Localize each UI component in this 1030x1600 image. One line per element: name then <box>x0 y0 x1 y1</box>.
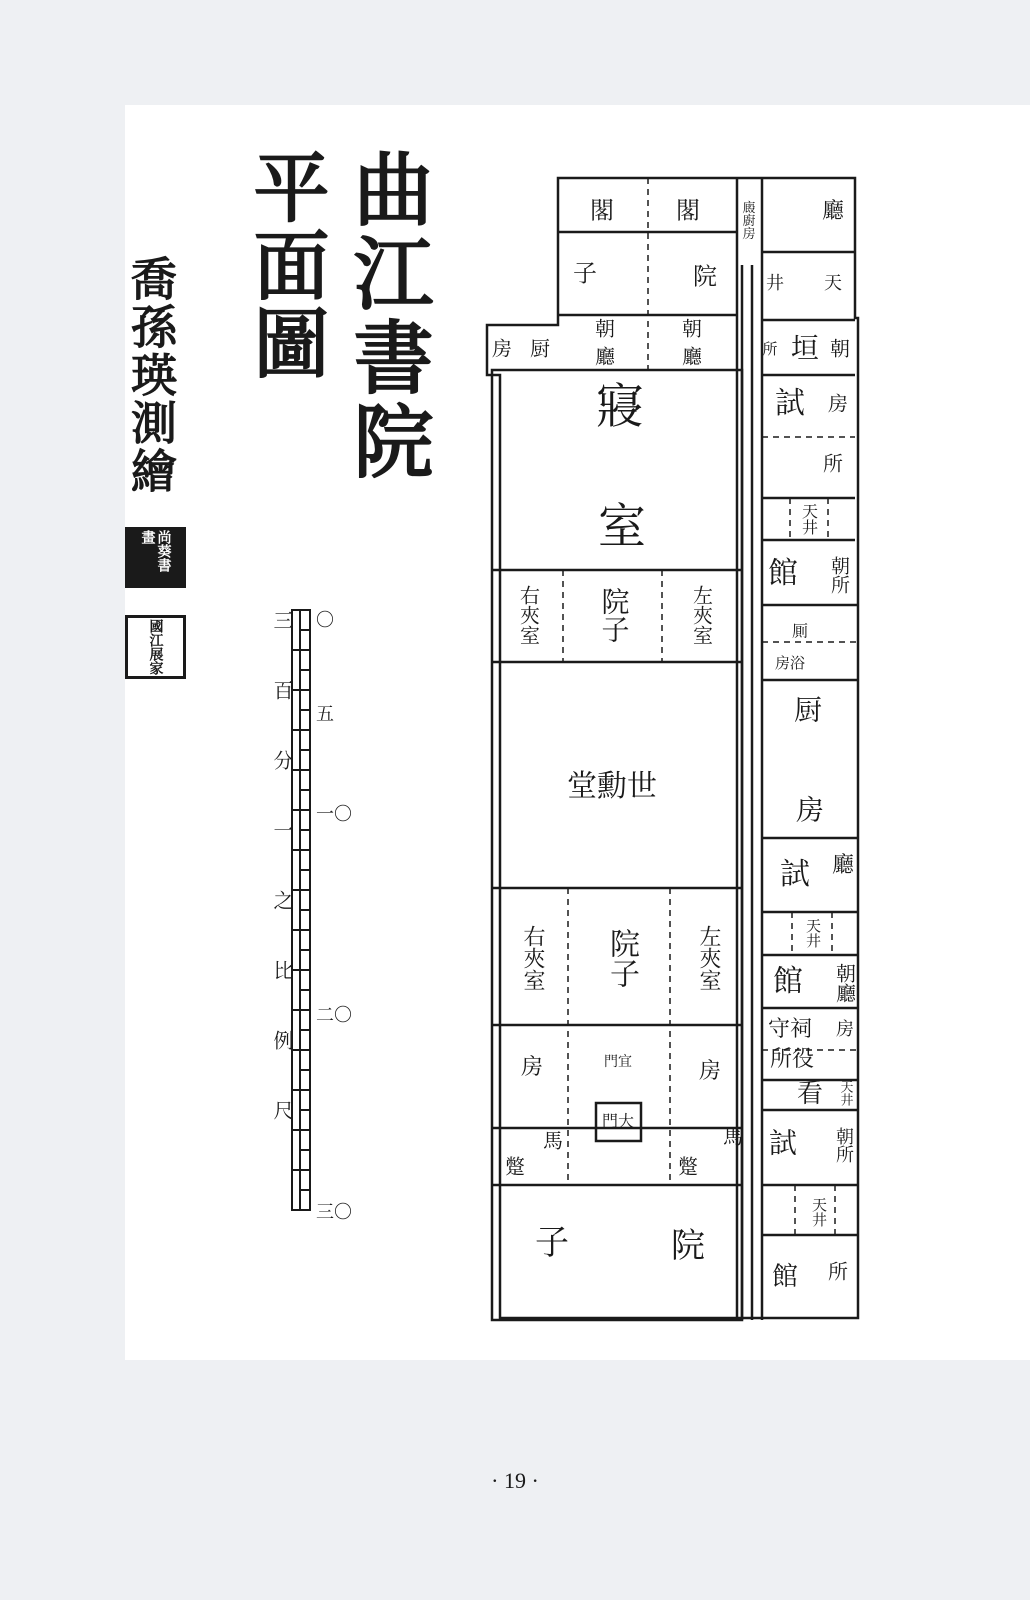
page-number: · 19 · <box>491 1468 539 1493</box>
scale-tick-label: 〇 <box>316 610 334 631</box>
room-label-guan-r3: 館 <box>768 556 798 591</box>
room-label-hall: 堂勳世 <box>567 769 657 804</box>
room-label-zuo2: 左夾室 <box>696 925 721 991</box>
room-label-ting-r5: 廳 <box>831 853 855 878</box>
room-label-shi-room: 室 <box>597 498 647 555</box>
room-label-tianjing4: 天井 <box>810 1197 828 1227</box>
room-label-chao2: 朝 <box>682 316 702 341</box>
room-label-jiu-r: 蹩 <box>678 1154 698 1179</box>
room-label-suo-r9: 所 <box>828 1259 848 1284</box>
room-label-ma-l: 馬 <box>543 1128 563 1153</box>
scale-tick-label: 二〇 <box>316 1005 352 1026</box>
room-label-you2: 右夾室 <box>520 925 545 991</box>
room-label-qin: 寢 <box>595 378 645 435</box>
room-label-ma-r: 馬 <box>723 1124 743 1149</box>
room-label-you1: 右夾室 <box>516 585 541 645</box>
room-label-ge1: 閣 <box>590 196 614 225</box>
room-label-ting-top: 廳 <box>821 199 845 224</box>
room-label-jiu-l: 蹩 <box>505 1154 525 1179</box>
room-label-suo-r2: 所 <box>823 451 843 476</box>
room-label-yu-r: 房浴 <box>774 654 806 672</box>
room-label-tian-top: 天 <box>824 273 842 294</box>
room-label-tianjing3: 天井 <box>837 1080 853 1106</box>
room-label-zi-bottom: 子 <box>535 1223 569 1263</box>
room-label-shi-r8: 試 <box>768 1126 798 1160</box>
scale-bar <box>292 610 310 1210</box>
room-label-fang-r2: 房 <box>828 391 848 416</box>
scale-tick-label: 一〇 <box>316 804 352 825</box>
room-label-chu-r: 厨 <box>793 693 823 727</box>
room-label-fang-r8: 房 <box>698 1059 722 1084</box>
room-label-shou: 守祠 <box>767 1017 813 1042</box>
scale-tick-label: 三〇 <box>316 1202 352 1223</box>
room-label-guan-r9: 館 <box>771 1262 799 1292</box>
room-label-guan-r6: 館 <box>773 964 803 999</box>
room-label-tianjing1: 天井 <box>799 503 819 535</box>
scale-tick-label: 五 <box>316 704 334 725</box>
seal-stamp: 國江展家 <box>125 615 186 679</box>
room-label-chaosuo-r3: 朝所 <box>828 556 850 594</box>
scale-caption: 三百分一之比例尺 <box>270 610 294 1170</box>
room-label-zi-top: 子 <box>573 259 597 288</box>
room-label-suo-yi: 所役 <box>769 1047 815 1072</box>
room-label-yuan-top: 院 <box>693 262 717 291</box>
room-label-chaoting-r6: 朝廳 <box>832 963 857 1003</box>
room-label-shi-r2: 試 <box>775 386 805 421</box>
subtitle: 平面圖 <box>241 148 330 382</box>
room-label-yuanzi1: 院子 <box>597 587 631 643</box>
room-label-zuo1: 左夾室 <box>689 585 714 645</box>
room-label-suo-r1: 所 <box>762 340 778 358</box>
room-label-fang-r7: 房 <box>836 1019 854 1040</box>
room-label-shi-r5: 試 <box>780 857 810 892</box>
room-label-jing-top: 井 <box>766 273 784 294</box>
room-label-chu-left: 厨 <box>530 336 550 361</box>
room-label-ce-r: 厠 <box>791 621 809 641</box>
room-label-yimen: 門宜 <box>604 1054 632 1070</box>
room-label-ge2: 閣 <box>676 196 700 225</box>
room-label-chaosuo-r8: 朝所 <box>833 1127 854 1163</box>
room-label-fang-l8: 房 <box>520 1055 544 1080</box>
author-credit: 喬孫瑛測繪 <box>124 255 178 495</box>
room-label-chao1: 朝 <box>595 316 615 341</box>
room-label-yuan-bottom: 院 <box>671 1226 705 1266</box>
room-label-fang-r: 房 <box>795 793 825 827</box>
room-label-yuanzi2: 院子 <box>604 928 639 988</box>
room-label-ting2: 廳 <box>682 344 702 369</box>
room-label-tianjing2: 天井 <box>804 918 822 948</box>
room-label-gate: 門大 <box>601 1111 635 1131</box>
room-label-fang-left: 房 <box>492 336 512 361</box>
seal-stamp: 尚葵書畫 <box>125 527 186 588</box>
title: 曲江書院 <box>340 148 434 484</box>
room-label-chao-r1: 朝 <box>830 336 850 361</box>
room-label-yuan-wall: 垣 <box>790 331 820 365</box>
room-label-ting1: 廳 <box>595 344 615 369</box>
room-label-kan: 看 <box>796 1079 824 1109</box>
room-label-kitchen-top: 廄廚房 <box>739 200 755 240</box>
